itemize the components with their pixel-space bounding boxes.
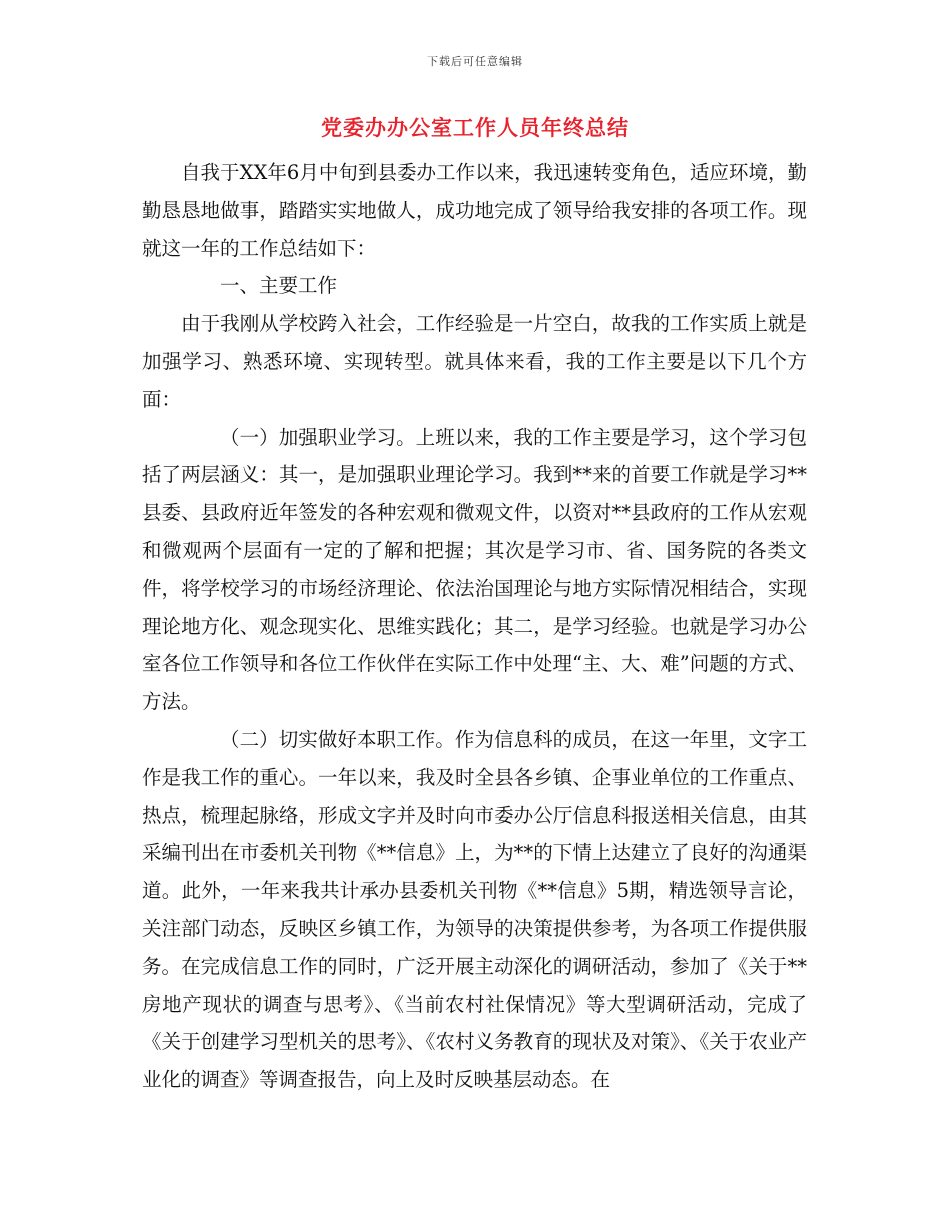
document-body [142,154,807,1099]
paragraph-study: （一）加强职业学习。上班以来，我的工作主要是学习，这个学习包括了两层涵义：其一，是加强职业理论学习。我到**来的首要工作就是学习**县委、县政府近年签发的各种宏观和微观文件，以资对**县政府的工作从宏观和微观两个层面有一定的了解和把握；其次是学习市、省、国务院的各类文件，将学校学习的市场经济理论、依法治国理论与地方实际情况相结合，实现理论地方化、观念现实化、思维实践化；其二，是学习经验。也就是学习办公室各位工作领导和各位工作伙伴在实际工作中处理“主、大、难”问题的方式、方法。 [142,425,807,714]
section-heading: 一、主要工作 [220,274,338,298]
paragraph-overview: 由于我刚从学校跨入社会，工作经验是一片空白，故我的工作实质上就是加强学习、熟悉环境、实现转型。就具体来看，我的工作主要是以下几个方面： [142,312,807,411]
header-note: 下载后可任意编辑 [427,55,523,68]
document-title: 党委办办公室工作人员年终总结 [321,116,629,140]
paragraph-duty: （二）切实做好本职工作。作为信息科的成员，在这一年里，文字工作是我工作的重心。一年以来，我及时全县各乡镇、企事业单位的工作重点、热点，梳理起脉络，形成文字并及时向市委办公厅信息科报送相关信息，由其采编刊出在市委机关刊物《**信息》上，为**的下情上达建立了良好的沟通渠道。此外，一年来我共计承办县委机关刊物《**信息》5期，精选领导言论，关注部门动态，反映区乡镇工作，为领导的决策提供参考，为各项工作提供服务。在完成信息工作的同时，广泛开展主动深化的调研活动，参加了《关于**房地产现状的调查与思考》、《当前农村社保情况》等大型调研活动，完成了《关于创建学习型机关的思考》、《农村义务教育的现状及对策》、《关于农业产业化的调查》等调查报告，向上及时反映基层动态。在 [142,727,807,1092]
paragraph-intro: 自我于XX年6月中旬到县委办工作以来，我迅速转变角色，适应环境，勤勤恳恳地做事，踏踏实实地做人，成功地完成了领导给我安排的各项工作。现就这一年的工作总结如下： [142,161,807,260]
